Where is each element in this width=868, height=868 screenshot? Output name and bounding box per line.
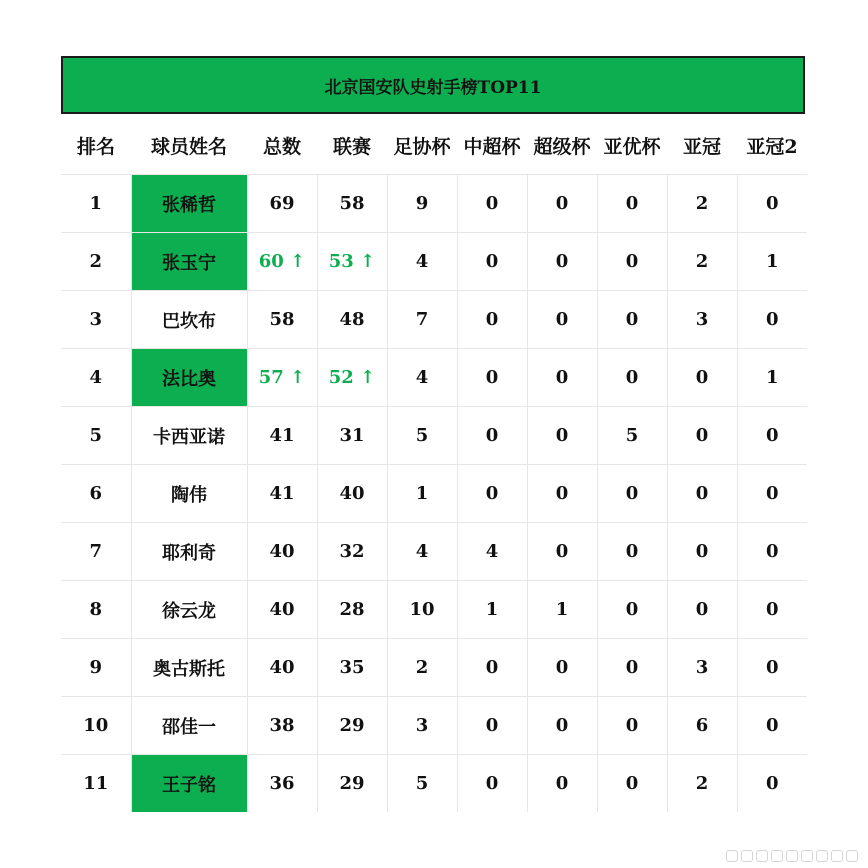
cell-value: 0 <box>695 425 709 446</box>
cell-value: 0 <box>765 193 779 214</box>
cell-value: 7 <box>415 309 429 330</box>
csl-cup-goals-cell <box>457 639 527 697</box>
super-cup-goals-cell <box>527 233 597 291</box>
cell-value: 5 <box>415 425 429 446</box>
cell-value: 3 <box>415 715 429 736</box>
table-row <box>61 465 807 523</box>
cell-value: 0 <box>765 599 779 620</box>
cell-value: 张稀哲 <box>162 194 216 216</box>
rank-cell <box>61 581 131 639</box>
acl-goals-cell <box>667 755 737 813</box>
fa-cup-goals-cell <box>387 349 457 407</box>
acl2-goals-cell <box>737 291 807 349</box>
league-goals-cell <box>317 291 387 349</box>
total-goals-cell <box>247 581 317 639</box>
fa-cup-goals-cell <box>387 755 457 813</box>
cell-value: 48 <box>339 309 365 330</box>
cell-value: 巴坎布 <box>162 310 216 332</box>
a3-cup-goals-cell <box>597 639 667 697</box>
acl2-goals-cell <box>737 697 807 755</box>
cell-value: 1 <box>765 367 779 388</box>
watermark <box>726 850 858 862</box>
total-goals-cell <box>247 697 317 755</box>
league-goals-cell <box>317 697 387 755</box>
cell-value: 40 <box>269 657 295 678</box>
column-header: 足协杯 <box>393 135 451 158</box>
cell-value: 4 <box>89 367 103 388</box>
league-goals-cell <box>317 581 387 639</box>
cell-value: 28 <box>339 599 365 620</box>
acl-goals-cell <box>667 291 737 349</box>
cell-value: 0 <box>765 541 779 562</box>
cell-value: 0 <box>555 251 569 272</box>
cell-value: 36 <box>269 773 295 794</box>
cell-value: 40 <box>269 541 295 562</box>
cell-value: 0 <box>485 309 499 330</box>
rank-cell <box>61 407 131 465</box>
cell-value: 8 <box>89 599 103 620</box>
total-goals-cell <box>247 639 317 697</box>
acl-goals-cell <box>667 639 737 697</box>
cell-value: 法比奥 <box>162 368 216 390</box>
cell-value: 9 <box>89 657 103 678</box>
rank-cell <box>61 175 131 233</box>
cell-value: 0 <box>485 193 499 214</box>
league-goals-cell <box>317 175 387 233</box>
acl2-goals-cell <box>737 349 807 407</box>
cell-value: 0 <box>695 367 709 388</box>
cell-value: 2 <box>89 251 103 272</box>
table-row <box>61 349 807 407</box>
cell-value: 11 <box>83 773 109 794</box>
cell-value: 耶利奇 <box>162 542 216 564</box>
table-row <box>61 523 807 581</box>
cell-value: 10 <box>83 715 109 736</box>
csl-cup-goals-cell <box>457 175 527 233</box>
acl2-goals-cell <box>737 755 807 813</box>
cell-value: 1 <box>485 599 499 620</box>
player-name-cell <box>131 523 247 581</box>
super-cup-goals-cell <box>527 523 597 581</box>
a3-cup-goals-cell <box>597 291 667 349</box>
acl-goals-cell <box>667 175 737 233</box>
league-goals-cell <box>317 233 387 291</box>
acl-goals-cell <box>667 697 737 755</box>
csl-cup-goals-cell <box>457 755 527 813</box>
cell-value: 0 <box>485 715 499 736</box>
cell-value: 40 <box>339 483 365 504</box>
total-goals-cell <box>247 755 317 813</box>
player-name-cell <box>131 465 247 523</box>
super-cup-goals-cell <box>527 407 597 465</box>
up-arrow-icon: ↑ <box>353 367 376 388</box>
acl2-goals-cell <box>737 581 807 639</box>
cell-value: 2 <box>695 773 709 794</box>
a3-cup-goals-cell <box>597 349 667 407</box>
cell-value: 7 <box>89 541 103 562</box>
super-cup-goals-cell <box>527 639 597 697</box>
cell-value: 5 <box>89 425 103 446</box>
cell-value: 40 <box>269 599 295 620</box>
super-cup-goals-cell <box>527 465 597 523</box>
cell-value: 0 <box>625 367 639 388</box>
table-row <box>61 697 807 755</box>
cell-value: 徐云龙 <box>162 600 216 622</box>
cell-value: 0 <box>555 425 569 446</box>
cell-value: 0 <box>765 773 779 794</box>
fa-cup-goals-cell <box>387 175 457 233</box>
cell-value: 60 <box>258 251 284 272</box>
table-row <box>61 291 807 349</box>
rank-cell <box>61 697 131 755</box>
player-name-cell <box>131 755 247 813</box>
player-name-cell <box>131 407 247 465</box>
a3-cup-goals-cell <box>597 755 667 813</box>
cell-value: 32 <box>339 541 365 562</box>
player-name-cell <box>131 175 247 233</box>
cell-value: 10 <box>409 599 435 620</box>
fa-cup-goals-cell <box>387 465 457 523</box>
fa-cup-goals-cell <box>387 697 457 755</box>
super-cup-goals-cell <box>527 581 597 639</box>
league-goals-cell <box>317 407 387 465</box>
super-cup-goals-cell <box>527 349 597 407</box>
acl2-goals-cell <box>737 407 807 465</box>
total-goals-cell <box>247 291 317 349</box>
cell-value: 31 <box>339 425 365 446</box>
cell-value: 0 <box>625 657 639 678</box>
cell-value: 2 <box>695 251 709 272</box>
acl-goals-cell <box>667 407 737 465</box>
up-arrow-icon: ↑ <box>283 251 306 272</box>
player-name-cell <box>131 233 247 291</box>
csl-cup-goals-cell <box>457 523 527 581</box>
cell-value: 41 <box>269 483 295 504</box>
acl2-goals-cell <box>737 233 807 291</box>
cell-value: 4 <box>415 251 429 272</box>
table-body <box>61 175 807 813</box>
cell-value: 52 <box>328 367 354 388</box>
cell-value: 2 <box>415 657 429 678</box>
cell-value: 0 <box>765 715 779 736</box>
cell-value: 29 <box>339 773 365 794</box>
cell-value: 0 <box>695 541 709 562</box>
rank-cell <box>61 465 131 523</box>
csl-cup-goals-cell <box>457 407 527 465</box>
cell-value: 张玉宁 <box>162 252 216 274</box>
column-header: 超级杯 <box>533 135 591 158</box>
cell-value: 4 <box>415 367 429 388</box>
cell-value: 5 <box>625 425 639 446</box>
csl-cup-goals-cell <box>457 465 527 523</box>
rank-cell <box>61 523 131 581</box>
cell-value: 卡西亚诺 <box>153 426 225 448</box>
cell-value: 0 <box>555 193 569 214</box>
rank-cell <box>61 291 131 349</box>
super-cup-goals-cell <box>527 755 597 813</box>
header-row <box>61 116 807 175</box>
cell-value: 41 <box>269 425 295 446</box>
acl2-goals-cell <box>737 175 807 233</box>
cell-value: 0 <box>555 773 569 794</box>
csl-cup-goals-cell <box>457 233 527 291</box>
cell-value: 3 <box>695 657 709 678</box>
super-cup-goals-cell <box>527 697 597 755</box>
player-name-cell <box>131 697 247 755</box>
table-row <box>61 175 807 233</box>
cell-value: 6 <box>89 483 103 504</box>
cell-value: 0 <box>485 773 499 794</box>
total-goals-cell <box>247 523 317 581</box>
cell-value: 0 <box>695 483 709 504</box>
acl2-goals-cell <box>737 523 807 581</box>
rank-cell <box>61 755 131 813</box>
a3-cup-goals-cell <box>597 233 667 291</box>
cell-value: 0 <box>625 483 639 504</box>
acl-goals-cell <box>667 349 737 407</box>
cell-value: 0 <box>485 367 499 388</box>
player-name-cell <box>131 291 247 349</box>
a3-cup-goals-cell <box>597 465 667 523</box>
cell-value: 奥古斯托 <box>153 658 225 680</box>
super-cup-goals-cell <box>527 175 597 233</box>
column-header: 亚冠2 <box>746 135 798 158</box>
league-goals-cell <box>317 755 387 813</box>
a3-cup-goals-cell <box>597 581 667 639</box>
csl-cup-goals-cell <box>457 291 527 349</box>
league-goals-cell <box>317 349 387 407</box>
up-arrow-icon: ↑ <box>283 367 306 388</box>
cell-value: 5 <box>415 773 429 794</box>
cell-value: 0 <box>765 483 779 504</box>
player-name-cell <box>131 581 247 639</box>
cell-value: 57 <box>258 367 284 388</box>
cell-value: 0 <box>485 483 499 504</box>
total-goals-cell <box>247 407 317 465</box>
cell-value: 35 <box>339 657 365 678</box>
acl-goals-cell <box>667 465 737 523</box>
acl2-goals-cell <box>737 639 807 697</box>
player-name-cell <box>131 639 247 697</box>
cell-value: 1 <box>765 251 779 272</box>
fa-cup-goals-cell <box>387 639 457 697</box>
csl-cup-goals-cell <box>457 581 527 639</box>
cell-value: 29 <box>339 715 365 736</box>
cell-value: 0 <box>625 715 639 736</box>
cell-value: 4 <box>415 541 429 562</box>
total-goals-cell <box>247 175 317 233</box>
cell-value: 0 <box>765 309 779 330</box>
cell-value: 1 <box>89 193 103 214</box>
fa-cup-goals-cell <box>387 581 457 639</box>
cell-value: 53 <box>328 251 354 272</box>
cell-value: 4 <box>485 541 499 562</box>
acl2-goals-cell <box>737 465 807 523</box>
cell-value: 0 <box>485 657 499 678</box>
league-goals-cell <box>317 523 387 581</box>
league-goals-cell <box>317 465 387 523</box>
rank-cell <box>61 349 131 407</box>
column-header: 联赛 <box>332 135 371 158</box>
super-cup-goals-cell <box>527 291 597 349</box>
rank-cell <box>61 639 131 697</box>
acl-goals-cell <box>667 233 737 291</box>
cell-value: 6 <box>695 715 709 736</box>
fa-cup-goals-cell <box>387 291 457 349</box>
cell-value: 0 <box>625 599 639 620</box>
cell-value: 陶伟 <box>171 484 207 506</box>
cell-value: 邵佳一 <box>162 716 216 738</box>
cell-value: 0 <box>625 309 639 330</box>
cell-value: 1 <box>555 599 569 620</box>
column-header: 中超杯 <box>463 135 521 158</box>
cell-value: 3 <box>695 309 709 330</box>
total-goals-cell <box>247 465 317 523</box>
acl-goals-cell <box>667 523 737 581</box>
cell-value: 王子铭 <box>162 774 216 796</box>
fa-cup-goals-cell <box>387 233 457 291</box>
player-name-cell <box>131 349 247 407</box>
cell-value: 0 <box>765 657 779 678</box>
cell-value: 58 <box>339 193 365 214</box>
cell-value: 0 <box>555 541 569 562</box>
cell-value: 38 <box>269 715 295 736</box>
cell-value: 2 <box>695 193 709 214</box>
cell-value: 0 <box>555 483 569 504</box>
column-header: 亚优杯 <box>603 135 661 158</box>
cell-value: 0 <box>485 251 499 272</box>
up-arrow-icon: ↑ <box>353 251 376 272</box>
cell-value: 0 <box>625 773 639 794</box>
cell-value: 0 <box>555 367 569 388</box>
column-header: 总数 <box>262 135 301 158</box>
cell-value: 58 <box>269 309 295 330</box>
cell-value: 0 <box>625 193 639 214</box>
a3-cup-goals-cell <box>597 523 667 581</box>
cell-value: 0 <box>695 599 709 620</box>
cell-value: 0 <box>625 541 639 562</box>
acl-goals-cell <box>667 581 737 639</box>
a3-cup-goals-cell <box>597 697 667 755</box>
total-goals-cell <box>247 349 317 407</box>
cell-value: 69 <box>269 193 295 214</box>
cell-value: 1 <box>415 483 429 504</box>
csl-cup-goals-cell <box>457 349 527 407</box>
cell-value: 9 <box>415 193 429 214</box>
cell-value: 0 <box>555 309 569 330</box>
table-row <box>61 407 807 465</box>
column-header: 亚冠 <box>682 135 721 158</box>
cell-value: 3 <box>89 309 103 330</box>
table-title: 北京国安队史射手榜TOP11 <box>61 56 805 114</box>
cell-value: 0 <box>485 425 499 446</box>
column-header: 排名 <box>76 135 115 158</box>
top-scorers-table <box>61 116 807 812</box>
cell-value: 0 <box>555 657 569 678</box>
fa-cup-goals-cell <box>387 407 457 465</box>
table-row <box>61 639 807 697</box>
cell-value: 0 <box>555 715 569 736</box>
fa-cup-goals-cell <box>387 523 457 581</box>
table-row <box>61 233 807 291</box>
csl-cup-goals-cell <box>457 697 527 755</box>
table-row <box>61 581 807 639</box>
total-goals-cell <box>247 233 317 291</box>
cell-value: 0 <box>765 425 779 446</box>
rank-cell <box>61 233 131 291</box>
league-goals-cell <box>317 639 387 697</box>
a3-cup-goals-cell <box>597 407 667 465</box>
cell-value: 0 <box>625 251 639 272</box>
column-header: 球员姓名 <box>150 135 227 158</box>
table-row <box>61 755 807 813</box>
a3-cup-goals-cell <box>597 175 667 233</box>
